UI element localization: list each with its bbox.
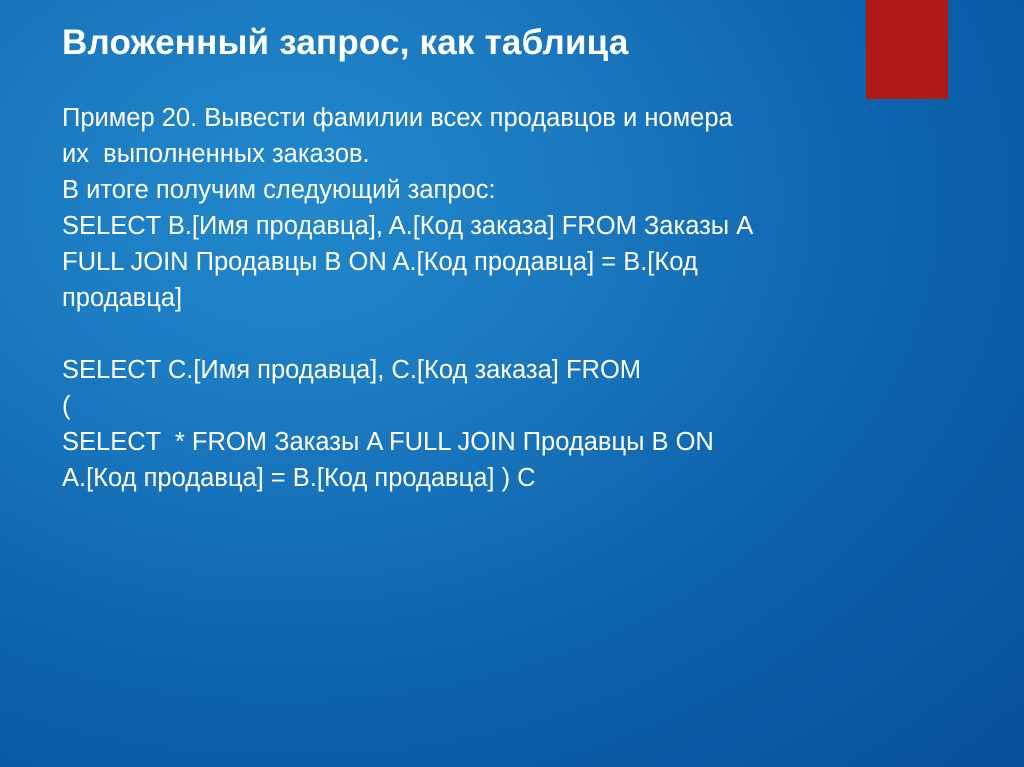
body-line: их выполненных заказов. [62, 140, 370, 168]
body-line: Пример 20. Вывести фамилии всех продавцов и номера [62, 104, 733, 132]
body-line: A.[Код продавца] = B.[Код продавца] ) C [62, 464, 536, 492]
body-line: ( [62, 392, 71, 420]
body-line: FULL JOIN Продавцы B ON A.[Код продавца] = B.[Код [62, 248, 698, 276]
slide-body [62, 100, 972, 496]
slide-title: Вложенный запрос, как таблица [62, 23, 629, 62]
body-line: продавца] [62, 284, 183, 312]
body-line: SELECT * FROM Заказы A FULL JOIN Продавцы B ON [62, 428, 714, 456]
body-line: SELECT B.[Имя продавца], A.[Код заказа] FROM Заказы A [62, 212, 754, 240]
body-line: SELECT C.[Имя продавца], C.[Код заказа] FROM [62, 356, 642, 384]
accent-bar [866, 0, 948, 99]
body-line-blank [62, 316, 972, 352]
body-line: В итоге получим следующий запрос: [62, 176, 496, 204]
